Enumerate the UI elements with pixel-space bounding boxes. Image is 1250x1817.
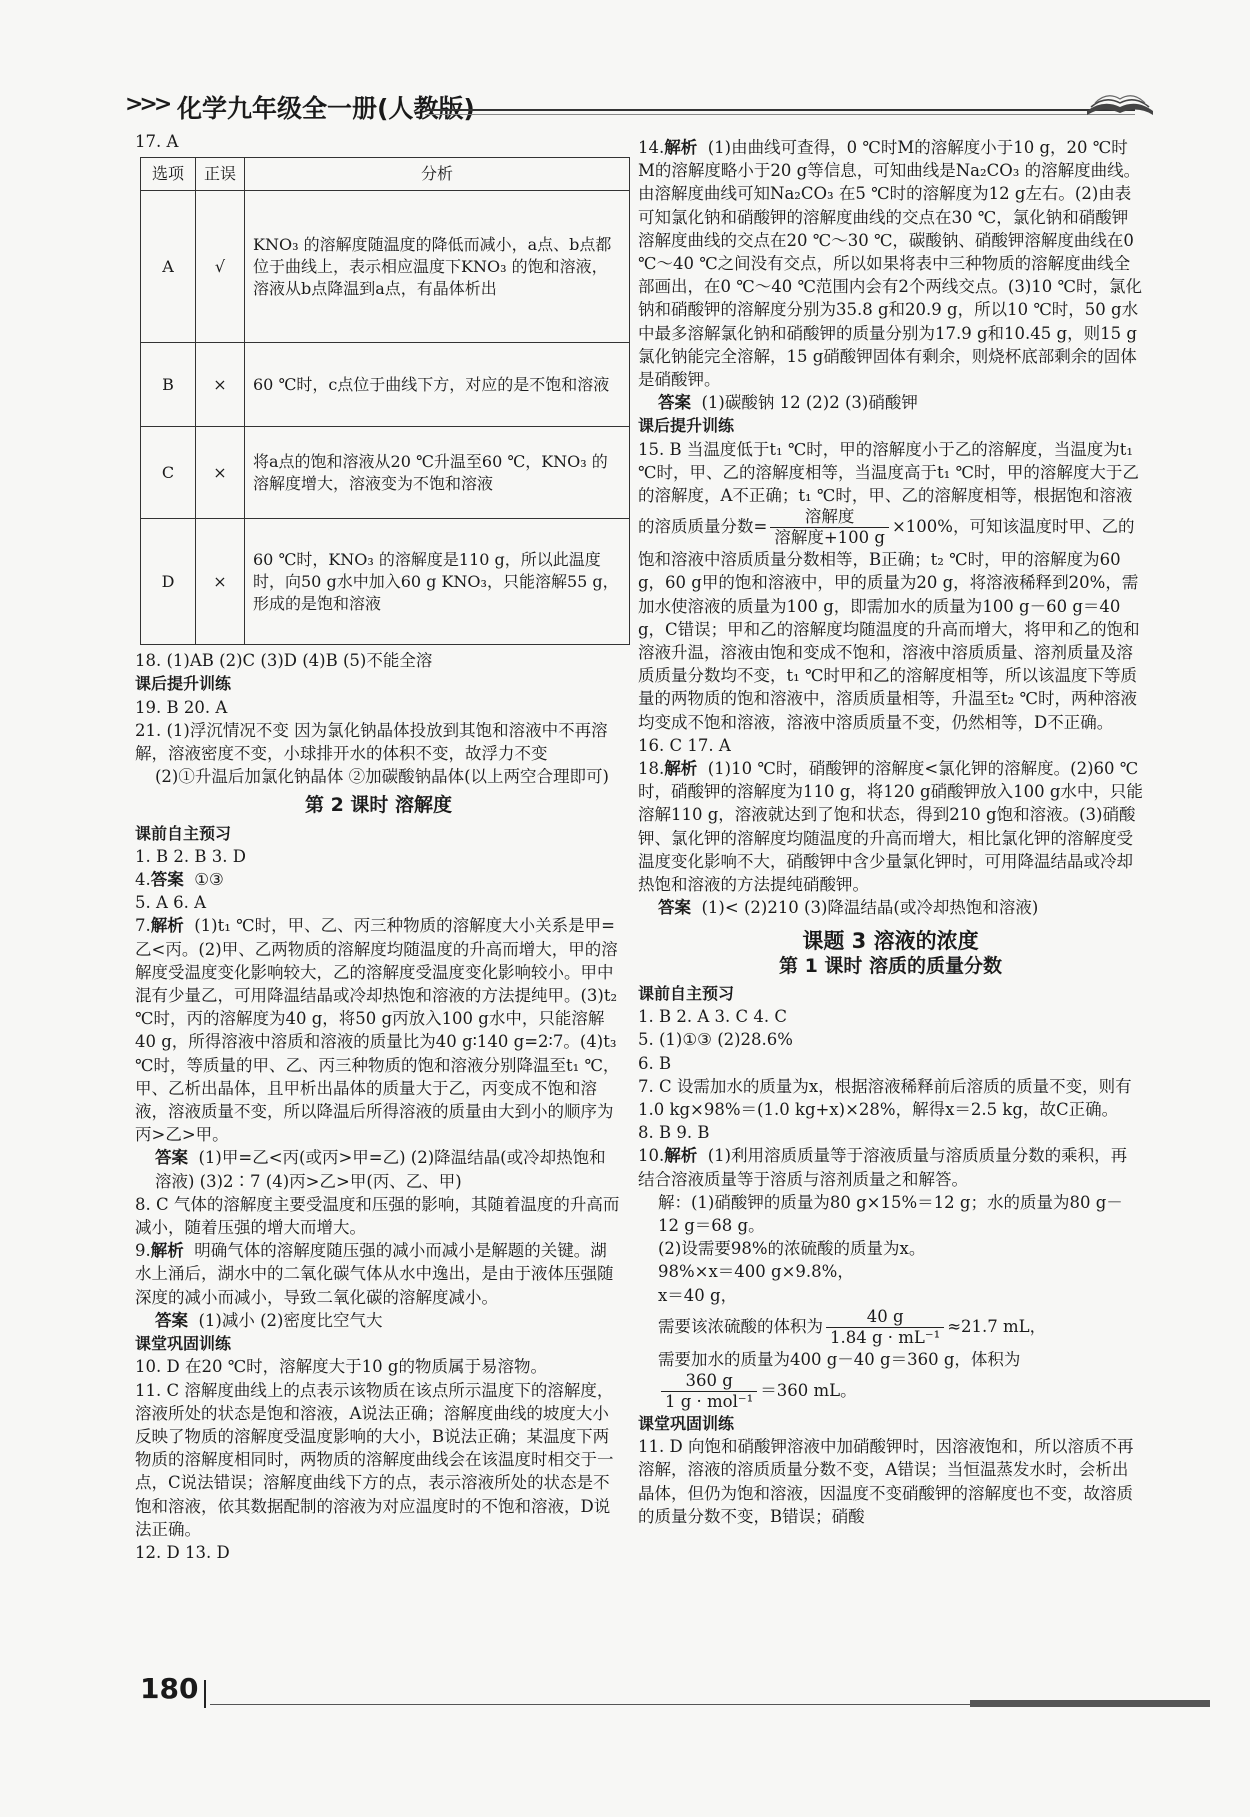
solution-text: 需要加水的质量为400 g－40 g＝360 g，体积为 (658, 1349, 1021, 1369)
answer-label: 答案 (658, 393, 691, 413)
table-cell-option: D (141, 519, 196, 645)
page-number: 180 (140, 1672, 199, 1705)
table-cell-mark: × (196, 343, 245, 427)
answer-9 (135, 1239, 622, 1309)
table-cell-option: B (141, 343, 196, 427)
answer-19-20: 19. B 20. A (135, 697, 228, 717)
answer-label: 答案 (658, 898, 691, 918)
answer-value: (1)甲=乙<丙(或丙>甲=乙) (2)降温结晶(或冷却热饱和溶液) (3)2∶7 (4)丙>乙>甲(丙、乙、甲) (155, 1148, 606, 1191)
answer-14 (638, 136, 1143, 391)
footer-divider (204, 1680, 206, 1708)
solution-step (638, 1191, 1143, 1237)
table-header: 选项 (141, 158, 196, 191)
lesson-title: 第 2 课时 溶解度 (304, 794, 453, 817)
book-title: 化学九年级全一册(人教版) (177, 94, 475, 123)
answer-15-text-cont: ×100%，可知该温度时甲、乙的饱和溶液中溶质质量分数相等，B正确；t₂ ℃时，甲的溶解度为60 g，60 g甲的饱和溶液中，甲的质量为20 g，将溶液稀释到20%，需加水使溶液的质量为100 g，即需加水的质量为100 g－60 g＝40 g，C错误；甲和乙的溶解度均随温度的升高而增大，将甲和乙的饱和溶液升温，溶液由饱和变成不饱和，溶液中溶质质量、溶剂质量及溶质质量分数均不变，t₁ ℃时甲和乙的溶解度相等，所以该温度下等质量的两物质的饱和溶液中，溶质质量相等，升温至t₂ ℃时，两种溶液均变成不饱和溶液，溶液中溶质质量不变，仍然相等，D不正确。 (638, 517, 1140, 732)
solution-step: x＝40 g， (658, 1285, 738, 1305)
table-header: 分析 (245, 158, 630, 191)
answer-label: 答案 (155, 1310, 188, 1330)
table-cell-option: A (141, 191, 196, 343)
analysis-label: 解析 (664, 138, 698, 157)
answer-18-final (638, 896, 1143, 919)
answer-6: 6. B (638, 1053, 672, 1073)
answer-8: 8. C 气体的溶解度主要受温度和压强的影响，其随着温度的升高而减小，随着压强的增大而增大。 (135, 1194, 620, 1238)
section-heading: 课堂巩固训练 (135, 1334, 232, 1354)
table-cell-analysis: 60 ℃时，c点位于曲线下方，对应的是不饱和溶液 (245, 343, 630, 427)
fraction-water (661, 1371, 757, 1412)
solution-label: 解： (658, 1192, 691, 1212)
answer-21-part1: 21. (1)浮沉情况不变 因为氯化钠晶体投放到其饱和溶液中不再溶解，溶液密度不变，小球排开水的体积不变，故浮力不变 (135, 720, 608, 764)
analysis-label: 解析 (664, 759, 698, 779)
solution-text: 需要该浓硫酸的体积为 (658, 1316, 823, 1336)
table-cell-mark: √ (196, 191, 245, 343)
section-heading: 课后提升训练 (638, 416, 735, 436)
fraction-denominator: 溶解度+100 g (774, 528, 885, 548)
answer-11: 11. D 向饱和硝酸钾溶液中加硝酸钾时，因溶液饱和，所以溶质不再溶解，溶液的溶质质量分数不变，A错误；当恒温蒸发水时，会析出晶体，但仍为饱和溶液，因温度不变硝酸钾的溶解度也不变，故溶质的质量分数不变，B错误；硝酸 (638, 1437, 1134, 1526)
chevron-icon: >>> (125, 91, 169, 117)
solution-step (638, 1307, 1143, 1348)
solution-step: 98%×x＝400 g×9.8%， (658, 1262, 854, 1282)
footer-bar (970, 1700, 1210, 1707)
table-cell-analysis: 60 ℃时，KNO₃ 的溶解度是110 g，所以此温度时，向50 g水中加入60 g KNO₃，只能溶解55 g，形成的是饱和溶液 (245, 519, 630, 645)
question-number: 18. (638, 759, 665, 779)
analysis-table (140, 157, 630, 645)
answer-label: 答案 (150, 870, 184, 890)
answer-7-final (135, 1146, 622, 1192)
table-cell-analysis: 将a点的饱和溶液从20 ℃升温至60 ℃，KNO₃ 的溶解度增大，溶液变为不饱和溶液 (245, 427, 630, 519)
question-number: 4. (135, 870, 151, 890)
section-heading: 课后提升训练 (135, 674, 232, 694)
answer-5: 5. (1)①③ (2)28.6% (638, 1030, 793, 1050)
solution-step (638, 1371, 1143, 1412)
question-number: 9. (135, 1241, 151, 1261)
solution-text: ＝360 mL。 (760, 1380, 857, 1400)
right-column (638, 136, 1143, 1528)
answer-15 (638, 438, 1143, 734)
answer-18 (638, 757, 1143, 896)
page-header (95, 85, 1155, 123)
answer-9-final (135, 1309, 622, 1332)
fraction-denominator: 1 g · mol⁻¹ (665, 1391, 754, 1411)
solution-step (638, 1348, 1143, 1371)
header-rule (425, 109, 1135, 111)
section-heading: 课堂巩固训练 (638, 1413, 735, 1433)
solution-text: ≈21.7 mL， (947, 1316, 1047, 1336)
lesson-title: 第 1 课时 溶质的质量分数 (778, 954, 1003, 977)
table-cell-mark: × (196, 519, 245, 645)
fraction-numerator: 40 g (826, 1307, 944, 1328)
header-rule-thin (425, 114, 1135, 115)
solution-step: (2)设需要98%的浓硫酸的质量为x。 (658, 1239, 926, 1259)
left-column (135, 130, 622, 1564)
table-row (141, 343, 630, 427)
page-footer (140, 1672, 198, 1705)
fraction-numerator: 360 g (661, 1371, 757, 1392)
answer-15-text: 15. B 当温度低于t₁ ℃时，甲的溶解度小于乙的溶解度，当温度为t₁ ℃时，甲、乙的溶解度相等，当温度高于t₁ ℃时，甲的溶解度大于乙的溶解度，A不正确；t₁ ℃时，甲、乙的溶解度相等，根据饱和溶液的溶质质量分数= (638, 439, 1139, 537)
answer-value: (1)减小 (2)密度比空气大 (198, 1310, 383, 1330)
question-number: 14. (638, 138, 665, 157)
answer-11: 11. C 溶解度曲线上的点表示该物质在该点所示温度下的溶解度，溶液所处的状态是饱和溶液，A说法正确；溶解度曲线的坡度大小反映了物质的溶解度受温度影响的大小，B说法正确；某温度下两物质的溶解度相同时，两物质的溶解度曲线会在该温度时相交于一点，C说法错误；溶解度曲线下方的点，表示溶液所处的状态是不饱和溶液，依其数据配制的溶液为对应温度时的不饱和溶液，D说法正确。 (135, 1380, 614, 1539)
fraction-volume (826, 1307, 944, 1348)
open-book-icon (1085, 85, 1155, 119)
answer-4 (135, 868, 622, 891)
table-header: 正误 (196, 158, 245, 191)
analysis-text: (1)由曲线可查得，0 ℃时M的溶解度小于10 g，20 ℃时M的溶解度略小于20 g等信息，可知曲线是Na₂CO₃ 的溶解度曲线。由溶解度曲线可知Na₂CO₃ 在5 ℃时的溶解度为12 g左右。(2)由表可知氯化钠和硝酸钾的溶解度曲线的交点在30 ℃，氯化钠和硝酸钾溶解度曲线的交点在20 ℃～30 ℃，碳酸钠、硝酸钾溶解度曲线在0 ℃～40 ℃之间没有交点，所以如果将表中三种物质的溶解度曲线全部画出，在0 ℃～40 ℃范围内会有2个两线交点。(3)10 ℃时，氯化钠和硝酸钾的溶解度分别为35.8 g和20.9 g，所以10 ℃时，50 g水中最多溶解氯化钠和硝酸钾的质量分别为17.9 g和10.45 g，则15 g氯化钠能完全溶解，15 g硝酸钾固体有剩余，则烧杯底部剩余的固体是硝酸钾。 (638, 138, 1142, 390)
answer-17: 17. A (135, 132, 179, 151)
question-number: 10. (638, 1146, 665, 1166)
table-row (141, 191, 630, 343)
answer-7: 7. C 设需加水的质量为x，根据溶液稀释前后溶质的质量不变，则有1.0 kg×98%＝(1.0 kg+x)×28%，解得x＝2.5 kg，故C正确。 (638, 1076, 1132, 1119)
analysis-text: (1)t₁ ℃时，甲、乙、丙三种物质的溶解度大小关系是甲=乙<丙。(2)甲、乙两物质的溶解度均随温度的升高而增大，甲的溶解度受温度变化影响较大，乙的溶解度受温度变化影响较小。甲中混有少量乙，可用降温结晶或冷却热饱和溶液的方法提纯甲。(3)t₂ ℃时，丙的溶解度为40 g，将50 g丙放入100 g水中，只能溶解40 g，所得溶液中溶质和溶液的质量比为40 g∶140 g=2∶7。(4)t₃ ℃时，等质量的甲、乙、丙三种物质的饱和溶液分别降温至t₁ ℃，甲、乙析出晶体，且甲析出晶体的质量大于乙，丙变成不饱和溶液，溶液质量不变，所以降温后所得溶液的质量由大到小的顺序为丙>乙>甲。 (135, 916, 620, 1145)
answer-21-part2: (2)①升温后加氯化钠晶体 ②加碳酸钠晶体(以上两空合理即可) (155, 767, 609, 787)
answer-value: ①③ (194, 870, 224, 890)
solution-text: (1)硝酸钾的质量为80 g×15%＝12 g；水的质量为80 g－12 g＝68 g。 (658, 1192, 1123, 1235)
answer-10 (638, 1144, 1143, 1190)
analysis-text: (1)利用溶质质量等于溶液质量与溶质质量分数的乘积，再结合溶液质量等于溶质与溶剂质量之和解答。 (638, 1146, 1128, 1189)
analysis-text: (1)10 ℃时，硝酸钾的溶解度<氯化钾的溶解度。(2)60 ℃时，硝酸钾的溶解度为110 g，将120 g硝酸钾放入100 g水中，只能溶解110 g，溶液就达到了饱和状态，得到210 g饱和溶液。(3)硝酸钾、氯化钾的溶解度均随温度的升高而增大，相比氯化钾的溶解度受温度变化影响不大，硝酸钾中含少量氯化钾时，可用降温结晶或冷却热饱和溶液的方法提纯硝酸钾。 (638, 759, 1143, 895)
table-cell-mark: × (196, 427, 245, 519)
answer-5-6: 5. A 6. A (135, 893, 207, 913)
table-header-row (141, 158, 630, 191)
table-row (141, 427, 630, 519)
analysis-label: 解析 (664, 1146, 698, 1166)
section-heading: 课前自主预习 (135, 823, 232, 843)
answer-value: (1)碳酸钠 12 (2)2 (3)硝酸钾 (701, 393, 918, 413)
analysis-label: 解析 (150, 916, 184, 936)
answer-1-4: 1. B 2. A 3. C 4. C (638, 1007, 787, 1027)
analysis-label: 解析 (150, 1241, 184, 1261)
answer-14-final (638, 391, 1143, 414)
analysis-text: 明确气体的溶解度随压强的减小而减小是解题的关键。湖水上涌后，湖水中的二氧化碳气体从水中逸出，是由于液体压强随深度的减小而减小，导致二氧化碳的溶解度减小。 (135, 1241, 614, 1307)
answer-label: 答案 (155, 1148, 188, 1168)
answer-8-9: 8. B 9. B (638, 1123, 710, 1143)
fraction-denominator: 1.84 g · mL⁻¹ (830, 1327, 941, 1347)
answer-value: (1)< (2)210 (3)降温结晶(或冷却热饱和溶液) (701, 898, 1039, 918)
answer-1-3: 1. B 2. B 3. D (135, 846, 246, 866)
answer-7 (135, 914, 622, 1146)
answer-16-17: 16. C 17. A (638, 735, 731, 755)
question-number: 7. (135, 916, 151, 936)
answer-12-13: 12. D 13. D (135, 1542, 230, 1562)
answer-10: 10. D 在20 ℃时，溶解度大于10 g的物质属于易溶物。 (135, 1357, 547, 1377)
fraction-solubility (770, 507, 889, 548)
table-cell-analysis: KNO₃ 的溶解度随温度的降低而减小，a点、b点都位于曲线上，表示相应温度下KNO₃ 的饱和溶液，溶液从b点降温到a点，有晶体析出 (245, 191, 630, 343)
answer-18: 18. (1)AB (2)C (3)D (4)B (5)不能全溶 (135, 651, 433, 671)
fraction-numerator: 溶解度 (770, 507, 889, 528)
section-heading: 课前自主预习 (638, 983, 735, 1003)
topic-title: 课题 3 溶液的浓度 (802, 928, 979, 953)
table-row (141, 519, 630, 645)
table-cell-option: C (141, 427, 196, 519)
